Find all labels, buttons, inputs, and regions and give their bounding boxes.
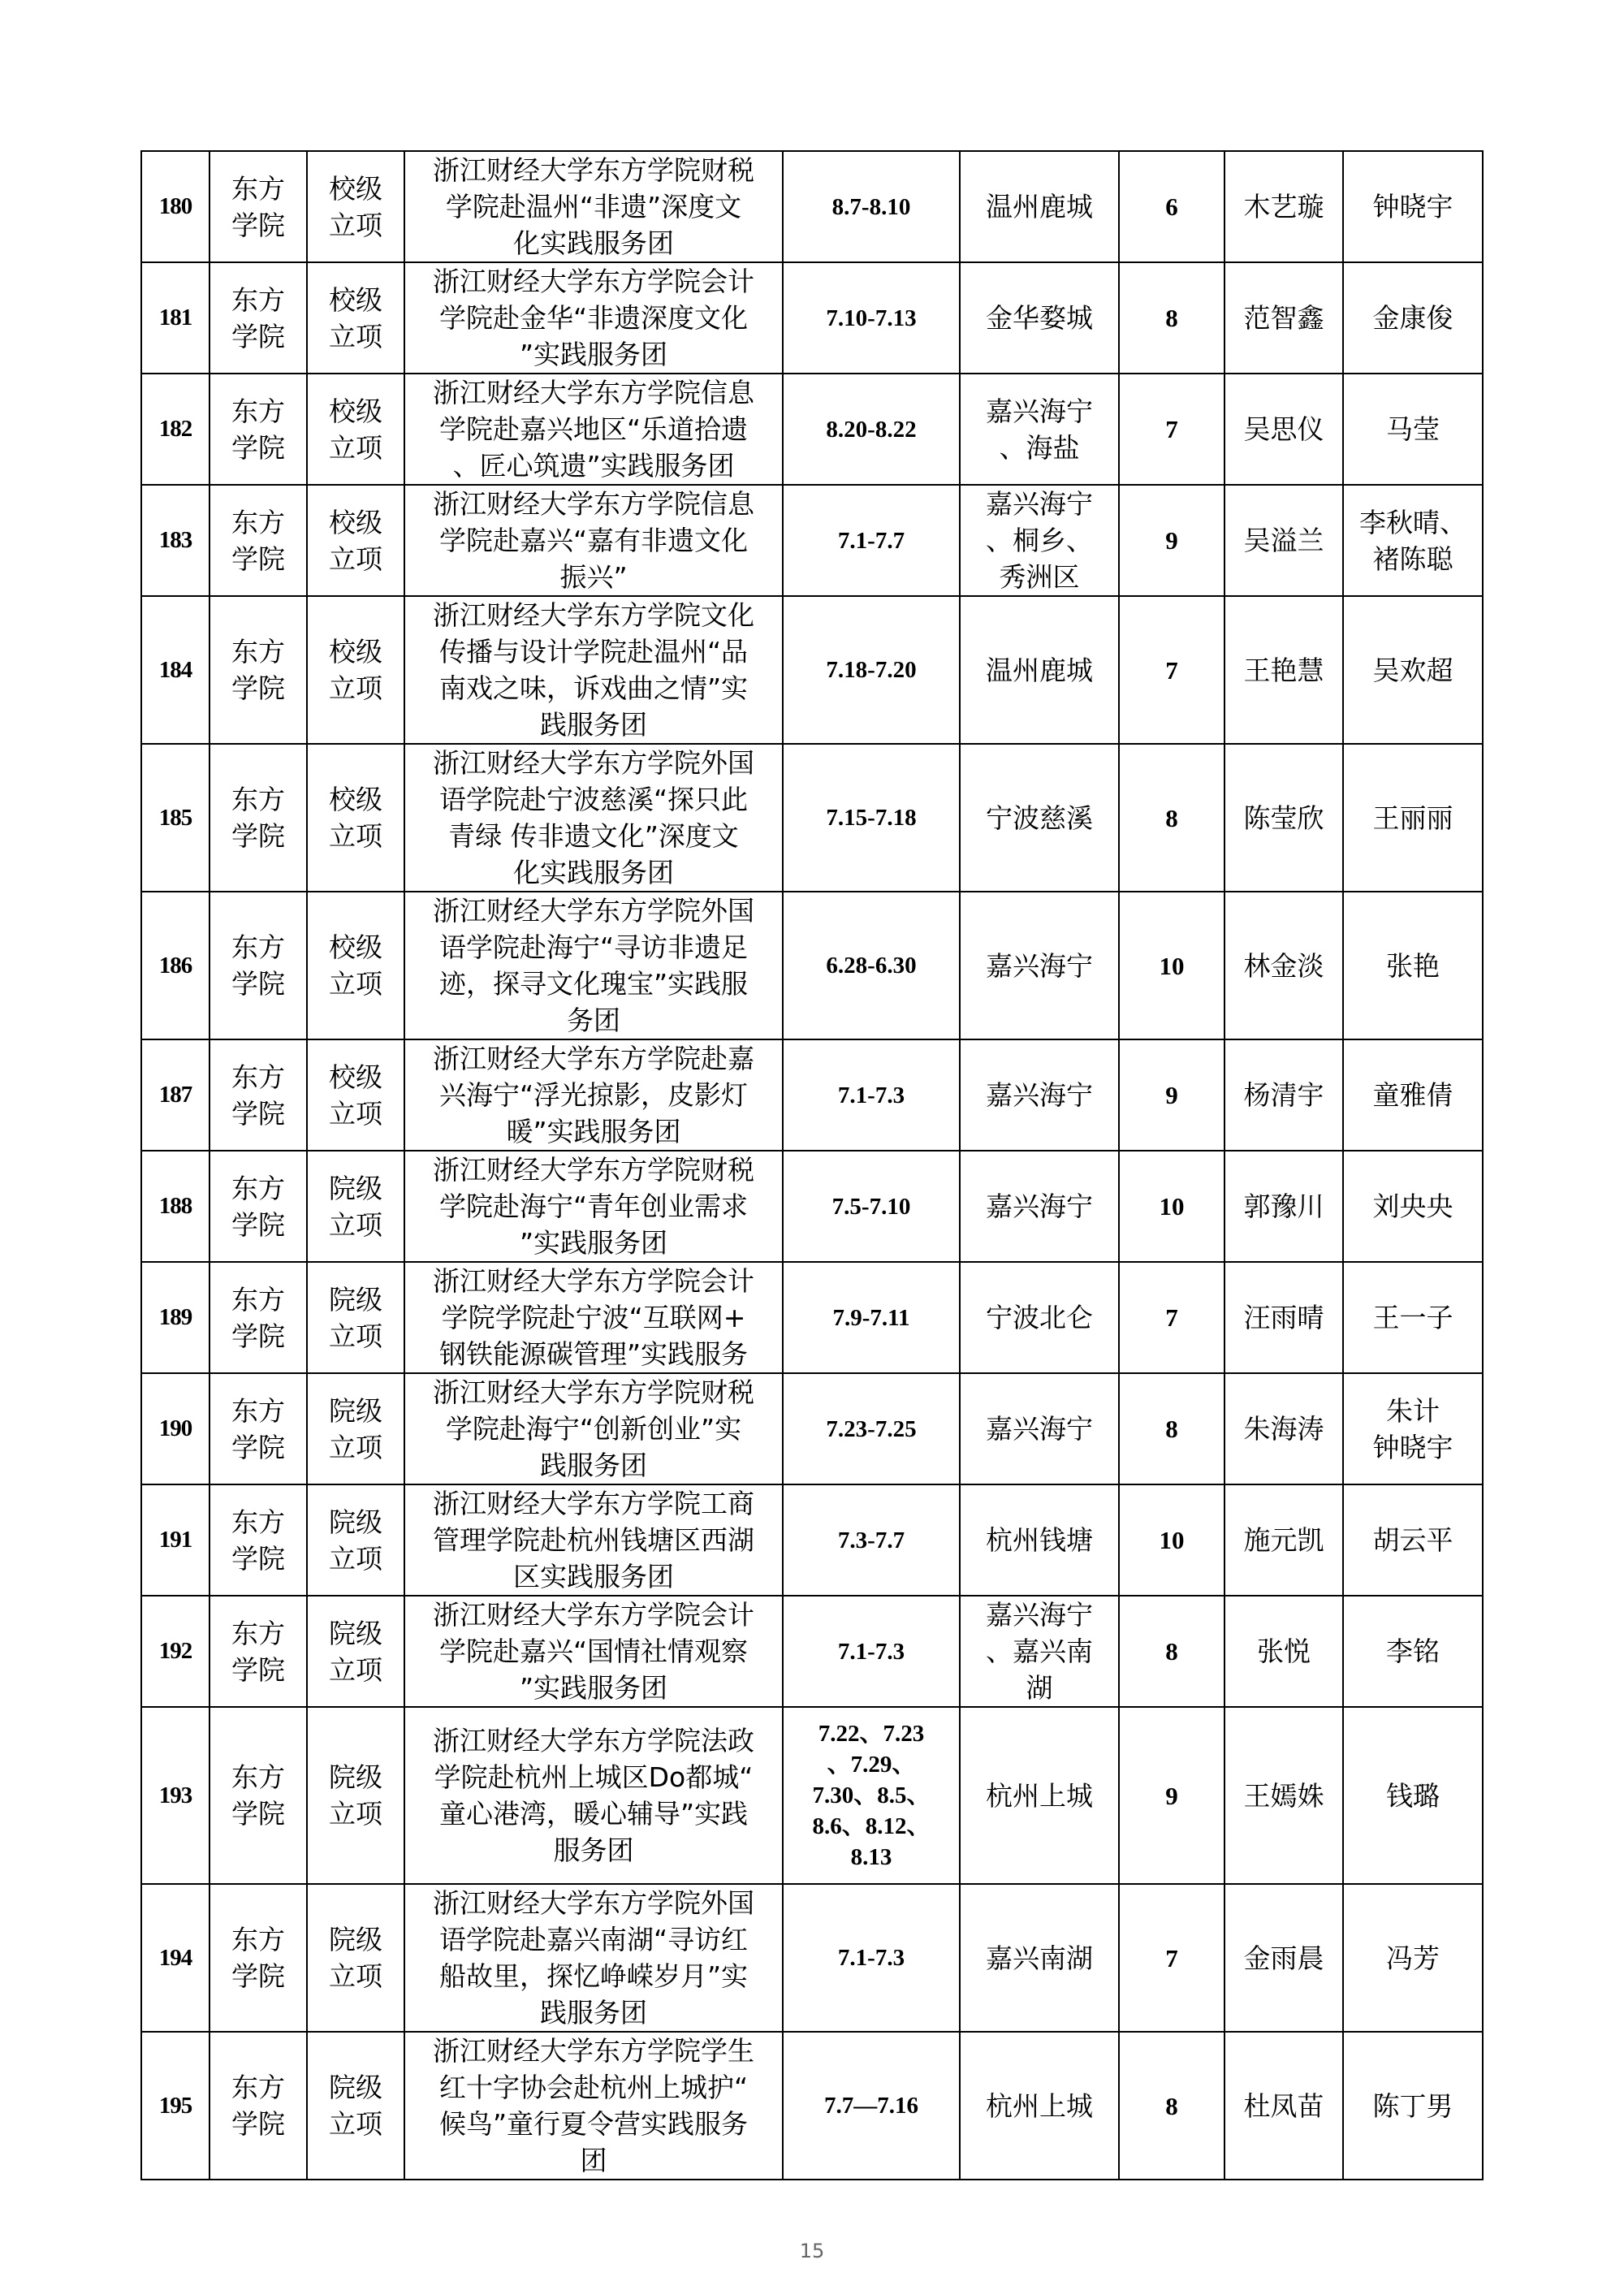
cell-teacher: 金康俊 (1343, 262, 1483, 374)
cell-date: 7.1-7.3 (783, 1039, 960, 1151)
cell-teacher: 李铭 (1343, 1596, 1483, 1707)
cell-leader: 施元凯 (1224, 1484, 1343, 1596)
cell-place: 嘉兴南湖 (960, 1884, 1119, 2032)
cell-level: 院级 立项 (307, 1596, 404, 1707)
table-row (141, 892, 1483, 1039)
cell-index: 180 (141, 151, 209, 262)
cell-project-name: 浙江财经大学东方学院赴嘉 兴海宁“浮光掠影，皮影灯 暖”实践服务团 (404, 1039, 783, 1151)
cell-college: 东方 学院 (209, 374, 307, 485)
cell-college: 东方 学院 (209, 262, 307, 374)
cell-date: 7.15-7.18 (783, 744, 960, 892)
cell-college: 东方 学院 (209, 596, 307, 744)
cell-leader: 吴思仪 (1224, 374, 1343, 485)
cell-project-name: 浙江财经大学东方学院财税 学院赴海宁“青年创业需求 ”实践服务团 (404, 1151, 783, 1262)
cell-place: 嘉兴海宁 (960, 1039, 1119, 1151)
cell-place: 温州鹿城 (960, 596, 1119, 744)
cell-leader: 汪雨晴 (1224, 1262, 1343, 1373)
cell-index: 194 (141, 1884, 209, 2032)
cell-place: 嘉兴海宁 、嘉兴南 湖 (960, 1596, 1119, 1707)
cell-level: 院级 立项 (307, 1484, 404, 1596)
cell-college: 东方 学院 (209, 1884, 307, 2032)
cell-count: 8 (1119, 2032, 1224, 2180)
cell-project-name: 浙江财经大学东方学院工商 管理学院赴杭州钱塘区西湖 区实践服务团 (404, 1484, 783, 1596)
cell-place: 嘉兴海宁 (960, 1373, 1119, 1484)
cell-count: 7 (1119, 374, 1224, 485)
cell-leader: 杜凤苗 (1224, 2032, 1343, 2180)
cell-count: 9 (1119, 1039, 1224, 1151)
cell-count: 8 (1119, 744, 1224, 892)
cell-leader: 郭豫川 (1224, 1151, 1343, 1262)
cell-place: 嘉兴海宁 (960, 892, 1119, 1039)
cell-place: 温州鹿城 (960, 151, 1119, 262)
cell-index: 186 (141, 892, 209, 1039)
cell-college: 东方 学院 (209, 744, 307, 892)
cell-date: 7.3-7.7 (783, 1484, 960, 1596)
cell-leader: 王艳慧 (1224, 596, 1343, 744)
table-row (141, 485, 1483, 596)
cell-teacher: 王丽丽 (1343, 744, 1483, 892)
cell-index: 187 (141, 1039, 209, 1151)
cell-teacher: 张艳 (1343, 892, 1483, 1039)
cell-place: 嘉兴海宁 (960, 1151, 1119, 1262)
cell-teacher: 朱计 钟晓宇 (1343, 1373, 1483, 1484)
table-row (141, 374, 1483, 485)
table-row (141, 151, 1483, 262)
cell-project-name: 浙江财经大学东方学院信息 学院赴嘉兴“嘉有非遗文化 振兴” (404, 485, 783, 596)
cell-level: 校级 立项 (307, 151, 404, 262)
cell-date: 7.9-7.11 (783, 1262, 960, 1373)
cell-college: 东方 学院 (209, 2032, 307, 2180)
cell-place: 嘉兴海宁 、海盐 (960, 374, 1119, 485)
cell-count: 6 (1119, 151, 1224, 262)
cell-leader: 林金淡 (1224, 892, 1343, 1039)
cell-date: 8.20-8.22 (783, 374, 960, 485)
cell-date: 7.1-7.3 (783, 1884, 960, 2032)
cell-college: 东方 学院 (209, 1151, 307, 1262)
cell-leader: 朱海涛 (1224, 1373, 1343, 1484)
cell-project-name: 浙江财经大学东方学院外国 语学院赴海宁“寻访非遗足 迹，探寻文化瑰宝”实践服 务团 (404, 892, 783, 1039)
cell-place: 杭州上城 (960, 2032, 1119, 2180)
cell-project-name: 浙江财经大学东方学院会计 学院赴金华“非遗深度文化 ”实践服务团 (404, 262, 783, 374)
cell-college: 东方 学院 (209, 1039, 307, 1151)
cell-count: 7 (1119, 1262, 1224, 1373)
cell-index: 183 (141, 485, 209, 596)
cell-count: 10 (1119, 892, 1224, 1039)
cell-project-name: 浙江财经大学东方学院财税 学院赴温州“非遗”深度文 化实践服务团 (404, 151, 783, 262)
cell-level: 院级 立项 (307, 1262, 404, 1373)
cell-level: 校级 立项 (307, 374, 404, 485)
cell-count: 8 (1119, 1596, 1224, 1707)
table-row (141, 1373, 1483, 1484)
cell-leader: 陈莹欣 (1224, 744, 1343, 892)
cell-project-name: 浙江财经大学东方学院学生 红十字协会赴杭州上城护“ 候鸟”童行夏令营实践服务 团 (404, 2032, 783, 2180)
page-number: 15 (799, 2240, 825, 2262)
cell-level: 校级 立项 (307, 596, 404, 744)
cell-project-name: 浙江财经大学东方学院财税 学院赴海宁“创新创业”实 践服务团 (404, 1373, 783, 1484)
cell-project-name: 浙江财经大学东方学院文化 传播与设计学院赴温州“品 南戏之味，诉戏曲之情”实 践服务团 (404, 596, 783, 744)
cell-place: 金华婺城 (960, 262, 1119, 374)
table-row (141, 1484, 1483, 1596)
table-row (141, 1039, 1483, 1151)
cell-level: 院级 立项 (307, 1373, 404, 1484)
cell-place: 嘉兴海宁 、桐乡、 秀洲区 (960, 485, 1119, 596)
cell-count: 8 (1119, 1373, 1224, 1484)
cell-teacher: 李秋晴、 褚陈聪 (1343, 485, 1483, 596)
project-table (140, 150, 1484, 2180)
table-row (141, 1707, 1483, 1884)
cell-date: 7.18-7.20 (783, 596, 960, 744)
cell-date: 7.22、7.23 、7.29、 7.30、8.5、 8.6、8.12、 8.13 (783, 1707, 960, 1884)
cell-count: 7 (1119, 1884, 1224, 2032)
cell-index: 181 (141, 262, 209, 374)
cell-leader: 杨清宇 (1224, 1039, 1343, 1151)
cell-leader: 王嫣姝 (1224, 1707, 1343, 1884)
cell-index: 192 (141, 1596, 209, 1707)
cell-date: 7.1-7.3 (783, 1596, 960, 1707)
cell-place: 宁波慈溪 (960, 744, 1119, 892)
cell-index: 190 (141, 1373, 209, 1484)
cell-level: 院级 立项 (307, 1884, 404, 2032)
cell-leader: 张悦 (1224, 1596, 1343, 1707)
cell-level: 院级 立项 (307, 2032, 404, 2180)
table-row (141, 744, 1483, 892)
table-row (141, 1884, 1483, 2032)
table-row (141, 1151, 1483, 1262)
cell-project-name: 浙江财经大学东方学院法政 学院赴杭州上城区Do都城“ 童心港湾，暖心辅导”实践 服务团 (404, 1707, 783, 1884)
cell-date: 7.10-7.13 (783, 262, 960, 374)
cell-teacher: 冯芳 (1343, 1884, 1483, 2032)
cell-level: 院级 立项 (307, 1707, 404, 1884)
cell-level: 校级 立项 (307, 262, 404, 374)
cell-level: 院级 立项 (307, 1151, 404, 1262)
cell-index: 184 (141, 596, 209, 744)
cell-college: 东方 学院 (209, 892, 307, 1039)
cell-count: 7 (1119, 596, 1224, 744)
cell-count: 8 (1119, 262, 1224, 374)
cell-college: 东方 学院 (209, 1596, 307, 1707)
cell-leader: 木艺璇 (1224, 151, 1343, 262)
cell-date: 7.5-7.10 (783, 1151, 960, 1262)
cell-college: 东方 学院 (209, 1484, 307, 1596)
cell-teacher: 童雅倩 (1343, 1039, 1483, 1151)
cell-date: 7.7—7.16 (783, 2032, 960, 2180)
cell-place: 宁波北仑 (960, 1262, 1119, 1373)
cell-project-name: 浙江财经大学东方学院会计 学院赴嘉兴“国情社情观察 ”实践服务团 (404, 1596, 783, 1707)
cell-project-name: 浙江财经大学东方学院会计 学院学院赴宁波“互联网+ 钢铁能源碳管理”实践服务 (404, 1262, 783, 1373)
cell-college: 东方 学院 (209, 1373, 307, 1484)
cell-teacher: 马莹 (1343, 374, 1483, 485)
cell-college: 东方 学院 (209, 1262, 307, 1373)
cell-place: 杭州钱塘 (960, 1484, 1119, 1596)
table-row (141, 262, 1483, 374)
cell-index: 182 (141, 374, 209, 485)
cell-place: 杭州上城 (960, 1707, 1119, 1884)
cell-teacher: 钱璐 (1343, 1707, 1483, 1884)
cell-index: 188 (141, 1151, 209, 1262)
cell-index: 189 (141, 1262, 209, 1373)
cell-college: 东方 学院 (209, 485, 307, 596)
cell-level: 校级 立项 (307, 744, 404, 892)
table-body (141, 151, 1483, 2180)
cell-index: 193 (141, 1707, 209, 1884)
cell-count: 9 (1119, 1707, 1224, 1884)
cell-project-name: 浙江财经大学东方学院外国 语学院赴嘉兴南湖“寻访红 船故里，探忆峥嵘岁月”实 践服务团 (404, 1884, 783, 2032)
cell-teacher: 陈丁男 (1343, 2032, 1483, 2180)
cell-level: 校级 立项 (307, 485, 404, 596)
cell-date: 6.28-6.30 (783, 892, 960, 1039)
table-row (141, 1596, 1483, 1707)
cell-index: 191 (141, 1484, 209, 1596)
table-row (141, 1262, 1483, 1373)
cell-leader: 金雨晨 (1224, 1884, 1343, 2032)
cell-index: 195 (141, 2032, 209, 2180)
cell-leader: 吴溢兰 (1224, 485, 1343, 596)
cell-date: 7.23-7.25 (783, 1373, 960, 1484)
cell-leader: 范智鑫 (1224, 262, 1343, 374)
cell-teacher: 吴欢超 (1343, 596, 1483, 744)
table-row (141, 596, 1483, 744)
cell-date: 7.1-7.7 (783, 485, 960, 596)
cell-date: 8.7-8.10 (783, 151, 960, 262)
cell-count: 10 (1119, 1484, 1224, 1596)
cell-teacher: 胡云平 (1343, 1484, 1483, 1596)
cell-level: 校级 立项 (307, 892, 404, 1039)
cell-count: 9 (1119, 485, 1224, 596)
cell-teacher: 钟晓宇 (1343, 151, 1483, 262)
cell-project-name: 浙江财经大学东方学院外国 语学院赴宁波慈溪“探只此 青绿 传非遗文化”深度文 化实践服务团 (404, 744, 783, 892)
cell-index: 185 (141, 744, 209, 892)
cell-college: 东方 学院 (209, 1707, 307, 1884)
cell-teacher: 王一子 (1343, 1262, 1483, 1373)
cell-college: 东方 学院 (209, 151, 307, 262)
cell-count: 10 (1119, 1151, 1224, 1262)
cell-teacher: 刘央央 (1343, 1151, 1483, 1262)
cell-project-name: 浙江财经大学东方学院信息 学院赴嘉兴地区“乐道拾遗 、匠心筑遗”实践服务团 (404, 374, 783, 485)
table-row (141, 2032, 1483, 2180)
cell-level: 校级 立项 (307, 1039, 404, 1151)
